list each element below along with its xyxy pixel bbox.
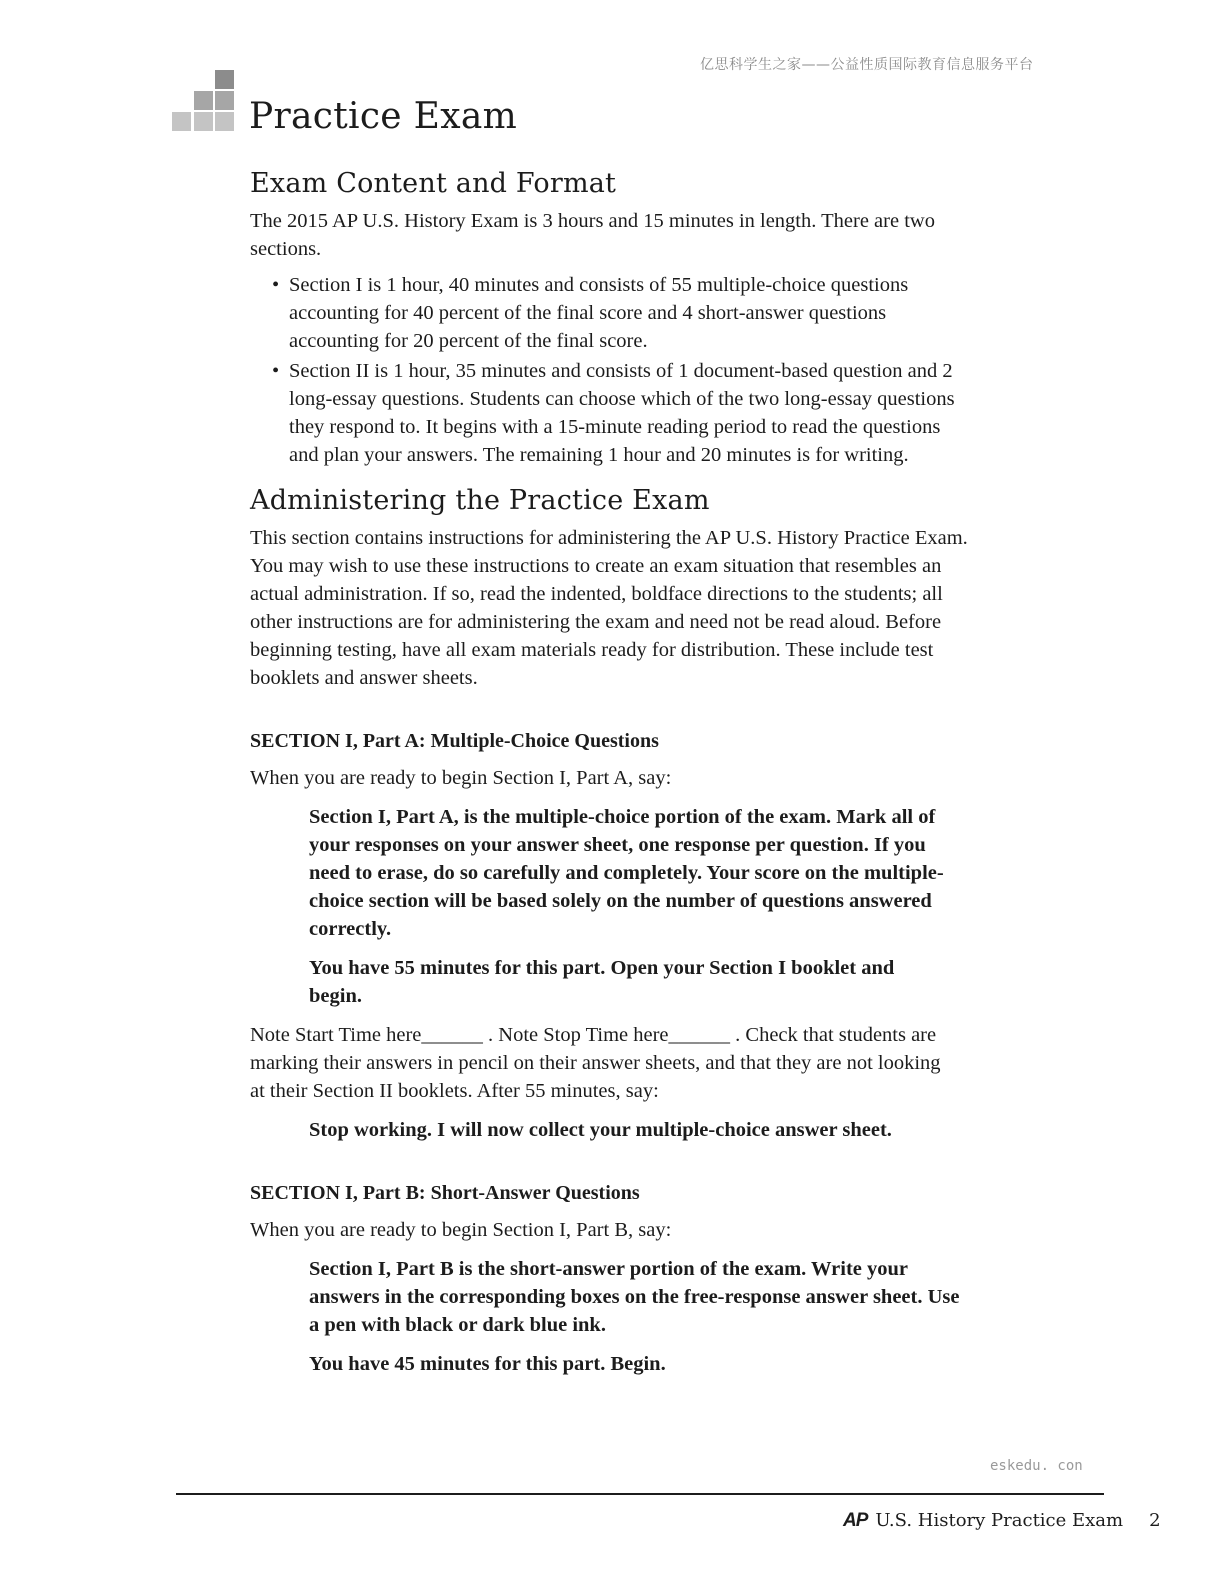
bullet-icon: • (272, 360, 280, 382)
administering-paragraph: This section contains instructions for administering the AP U.S. History Practice Exam. You may wish to use these instructions to create an exam situation that resembles an actual administration. If so, read the indented, boldface directions to the students; all other instructions are for administering the exam and need not be read aloud. Before beginning testing, have all exam materials ready for distribution. These include test booklets and answer sheets. (250, 527, 968, 689)
subhead-part-a: SECTION I, Part A: Multiple-Choice Questions (250, 730, 659, 752)
section-logo-icon (172, 70, 234, 132)
page-number: 2 (1149, 1510, 1161, 1531)
watermark-top: 亿思科学生之家——公益性质国际教育信息服务平台 (700, 57, 1034, 73)
section-list (250, 271, 970, 469)
logo-block (172, 112, 191, 131)
page-title: Practice Exam (249, 96, 518, 137)
part-b-direction-2: You have 45 minutes for this part. Begin. (309, 1353, 666, 1375)
part-a-direction-1: Section I, Part A, is the multiple-choice portion of the exam. Mark all of your responses on your answer sheet, one response per question. If you need to erase, do so carefully and completely. Your score on the multiple-choice section will be based solely on the number of questions answered correctly. (309, 806, 944, 940)
footer-title: U.S. History Practice Exam (875, 1510, 1124, 1531)
watermark-bottom: eskedu. con (990, 1458, 1083, 1474)
part-a-direction-2: You have 55 minutes for this part. Open your Section I booklet and begin. (309, 957, 895, 1007)
exam-intro-paragraph: The 2015 AP U.S. History Exam is 3 hours and 15 minutes in length. There are two sections. (250, 210, 935, 260)
logo-block (215, 91, 234, 110)
section-heading-content-format: Exam Content and Format (250, 168, 617, 199)
ap-logo: AP (843, 1510, 868, 1531)
list-item-section-1 (272, 271, 970, 355)
part-a-direction-3: Stop working. I will now collect your multiple-choice answer sheet. (309, 1119, 892, 1141)
logo-block (215, 112, 234, 131)
logo-block (194, 91, 213, 110)
logo-block (215, 70, 234, 89)
list-item-text: Section II is 1 hour, 35 minutes and consists of 1 document-based question and 2 long-essay questions. Students can choose which of the two long-essay questions they respond to. It begins with a 15-minute reading period to read the questions and plan your answers. The remaining 1 hour and 20 minutes is for writing. (289, 360, 955, 466)
part-b-say: When you are ready to begin Section I, Part B, say: (250, 1219, 672, 1241)
part-a-say: When you are ready to begin Section I, Part A, say: (250, 767, 672, 789)
subhead-part-b: SECTION I, Part B: Short-Answer Questions (250, 1182, 640, 1204)
list-item-text: Section I is 1 hour, 40 minutes and consists of 55 multiple-choice questions accounting for 40 percent of the final score and 4 short-answer questions accounting for 20 percent of the final score. (289, 274, 909, 352)
bullet-icon: • (272, 274, 280, 296)
part-a-note: Note Start Time here______ . Note Stop Time here______ . Check that students are marking their answers in pencil on their answer sheets, and that they are not looking at their Section II booklets. After 55 minutes, say: (250, 1024, 941, 1102)
footer-divider (176, 1493, 1104, 1495)
logo-block (194, 112, 213, 131)
page-footer (843, 1510, 1161, 1532)
part-b-direction-1: Section I, Part B is the short-answer portion of the exam. Write your answers in the corresponding boxes on the free-response answer sheet. Use a pen with black or dark blue ink. (309, 1258, 960, 1336)
list-item-section-2 (272, 357, 970, 469)
section-heading-administering: Administering the Practice Exam (250, 485, 710, 516)
page-content (250, 168, 970, 1378)
